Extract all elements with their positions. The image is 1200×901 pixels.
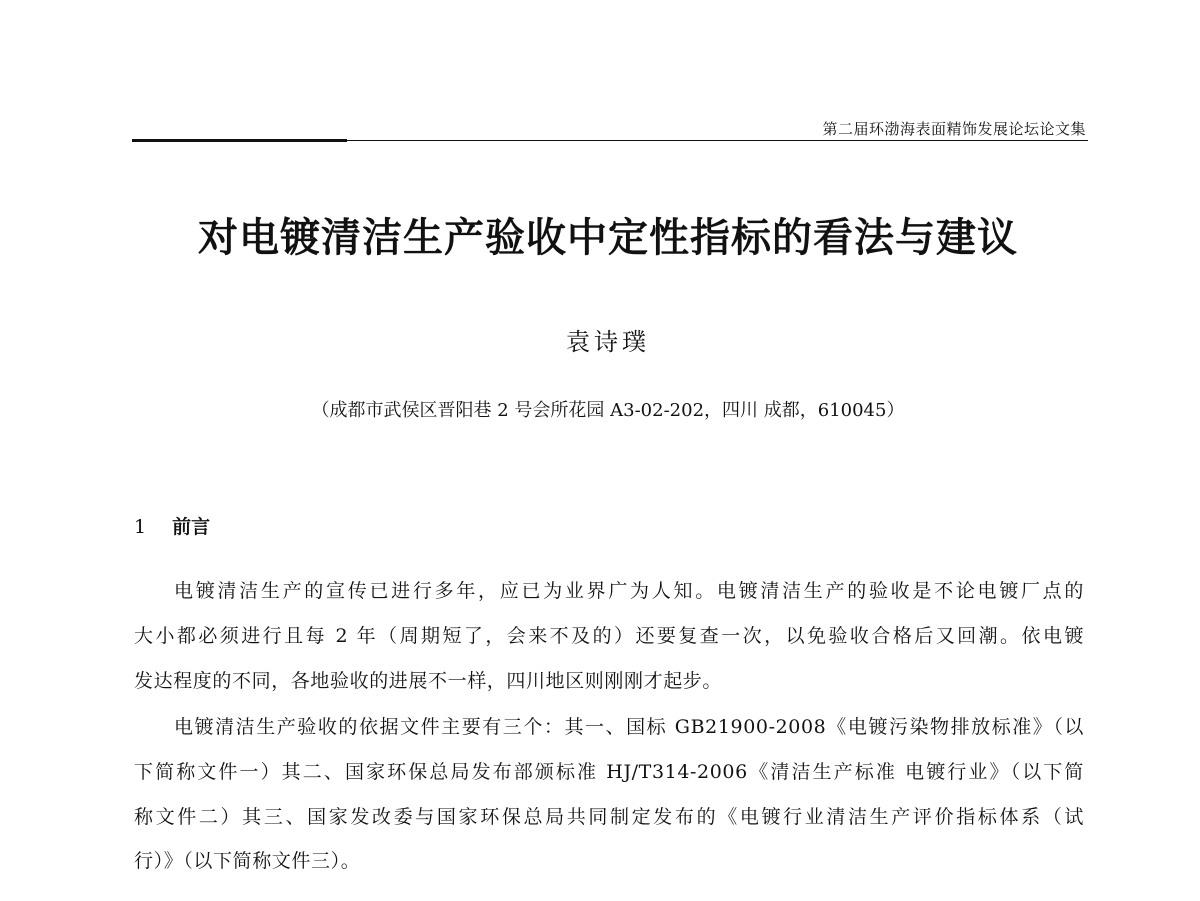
author-affiliation: （成都市武侯区晋阳巷 2 号会所花园 A3-02-202，四川 成都，610045） [311,400,905,421]
paper-title: 对电镀清洁生产验收中定性指标的看法与建议 [198,215,1018,261]
paragraph-1-line-1: 电镀清洁生产的宣传已进行多年，应已为业界广为人知。电镀清洁生产的验收是不论电镀厂点的 [174,580,1084,602]
paragraph-2-line-2: 下简称文件一）其二、国家环保总局发布部颁标准 HJ/T314-2006《清洁生产标准 电镀行业》（以下简 [134,761,1084,783]
paragraph-2-line-4: 行）》（以下简称文件三）。 [134,850,361,872]
section-title: 前言 [172,516,211,538]
paragraph-2-line-3: 称文件二）其三、国家发改委与国家环保总局共同制定发布的《电镀行业清洁生产评价指标体系（试 [134,806,1084,828]
paragraph-2-line-1: 电镀清洁生产验收的依据文件主要有三个：其一、国标 GB21900-2008《电镀污染物排放标准》（以 [174,716,1084,738]
header-rule-accent [132,139,347,142]
section-number: 1 [134,516,147,538]
paragraph-1-line-3: 发达程度的不同，各地验收的进展不一样，四川地区则刚刚才起步。 [134,670,723,692]
author-name: 袁诗璞 [566,328,650,356]
running-header: 第二届环渤海表面精饰发展论坛论文集 [822,120,1086,138]
section-heading [134,512,210,539]
paragraph-1-line-2: 大小都必须进行且每 2 年（周期短了，会来不及的）还要复查一次，以免验收合格后又回潮。依电镀 [134,625,1084,647]
